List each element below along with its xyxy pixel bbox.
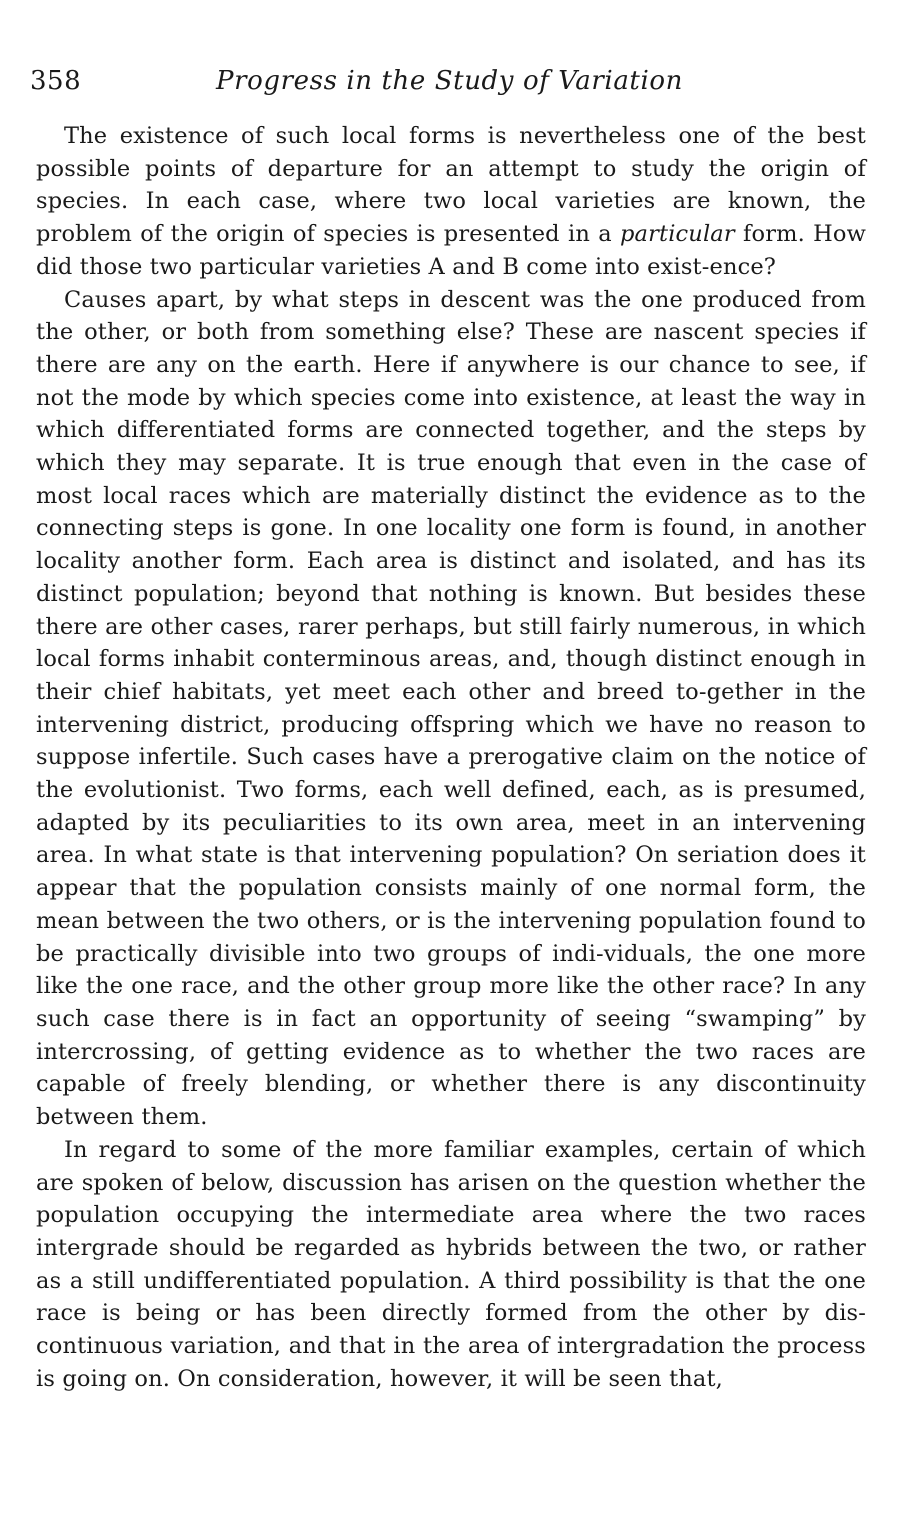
paragraph-2: Causes apart, by what steps in descent was the one produced from the other, or both from something else? These are nascent species if there are any on the earth. Here if anywhere is our chance to see, if not the mode by which species come into existence, at least the way in which differentiated forms are connected together, and the steps by which they may separate. It is true enough that even in the case of most local races which are materially distinct the evidence as to the connecting steps is gone. In one locality one form is found, in another locality another form. Each area is distinct and isolated, and has its distinct population; beyond that nothing is known. But besides these there are other cases, rarer perhaps, but still fairly numerous, in which local forms inhabit conterminous areas, and, though distinct enough in their chief habitats, yet meet each other and breed to-gether in the intervening district, producing offspring which we have no reason to suppose infertile. Such cases have a prerogative claim on the notice of the evolutionist. Two forms, each well defined, each, as is presumed, adapted by its peculiarities to its own area, meet in an intervening area. In what state is that intervening population? On seriation does it appear that the population consists mainly of one normal form, the mean between the two others, or is the intervening population found to be practically divisible into two groups of indi-viduals, the one more like the one race, and the other group more like the other race? In any such case there is in fact an opportunity of seeing “swamping” by intercrossing, of getting evidence as to whether the two races are capable of freely blending, or whether there is any discontinuity between them.: [36, 286, 866, 1131]
paragraph-1-text-a: The existence of such local forms is nevertheless one of the best possible points of departure for an attempt to study the origin of species. In each case, where two local varieties are known, the problem of the origin of species is presented in a: [36, 123, 866, 248]
paragraph-1-text-b: form. How did those two particular varieties A and B come into exist-ence?: [36, 221, 866, 280]
body-text: [36, 120, 866, 1395]
paragraph-1-emphasis: particular: [620, 221, 735, 248]
paragraph-3: In regard to some of the more familiar examples, certain of which are spoken of below, discussion has arisen on the question whether the population occupying the intermediate area where the two races intergrade should be regarded as hybrids between the two, or rather as a still undifferentiated population. A third possibility is that the one race is being or has been directly formed from the other by dis-continuous variation, and that in the area of intergradation the process is going on. On consideration, however, it will be seen that,: [36, 1136, 866, 1392]
page-number: 358: [30, 66, 82, 96]
running-head: [30, 66, 870, 106]
running-title: Progress in the Study of Variation: [216, 66, 683, 96]
paragraph-1: [36, 120, 866, 284]
